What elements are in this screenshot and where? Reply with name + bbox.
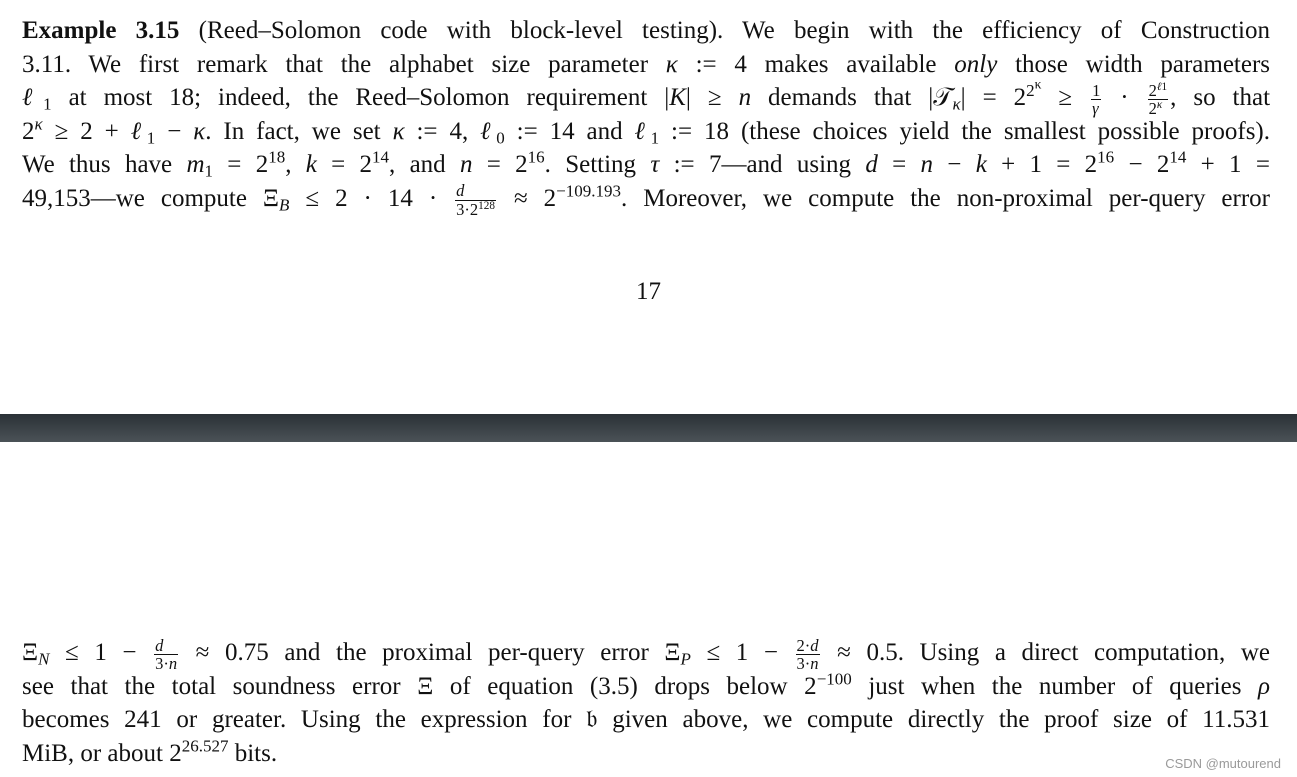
top-line-4: $2^\kappa \ge 2$ + ℓ$_1$ − κ. In fact, we set κ := 4, ℓ$_0$ := 14 and ℓ$_1$ := 18 (these choices yield the smallest possible proofs). bbox=[22, 114, 1270, 147]
watermark: CSDN @mutourend bbox=[1165, 756, 1281, 771]
bottom-line-3: becomes 241 or greater. Using the expression for 𝔟 given above, we compute directly the proof size of 11.531 bbox=[22, 706, 1270, 733]
page-number: 17 bbox=[636, 278, 661, 305]
fraction-d-3-2-128: $\frac{d}{3\cdot 2^{128}}$ bbox=[456, 181, 495, 219]
top-line-2: 3.11. We first remark that the alphabet size parameter κ := 4 makes available only those width parameters bbox=[22, 50, 1271, 78]
fraction-2d-3n: $\frac{2\cdot d}{3\cdot n}$ bbox=[796, 635, 819, 674]
bottom-line-2: see that the total soundness error Ξ of equation (3.5) drops below $2^{-100}$ just when the number of queries ρ bbox=[22, 669, 1271, 700]
top-line-5: We thus have $m_1 = 2^{18}$, $k = 2^{14}$, and $n = 2^{16}$. Setting τ := 7—and using $d = n - k + 1 = 2^{16} - 2^{14} + 1$ = bbox=[22, 147, 1270, 181]
bottom-paragraph bbox=[22, 636, 1270, 770]
example-heading: Example 3.15 bbox=[22, 17, 180, 44]
page-gap-divider bbox=[0, 414, 1297, 442]
fraction-2l1-2k: $\frac{2^{\ell 1}}{2^\kappa}$ bbox=[1148, 80, 1168, 119]
top-line-6: 49,153—we compute $\Xi_B \le 2 \cdot 14$ · $\frac{d}{3\cdot 2^{128}}$ ≈ $2^{-109.193}$. Moreover, we compute the non-proximal per-query error bbox=[22, 181, 1271, 219]
fraction-d-3n: $\frac{d}{3\cdot n}$ bbox=[155, 635, 178, 674]
bottom-line-1: $\Xi_N \le 1$ − $\frac{d}{3\cdot n}$ ≈ 0.75 and the proximal per-query error $\Xi_P \le 1$ − $\frac{2\cdot d}{3\cdot n}$ ≈ 0.5. Using a direct computation, we bbox=[22, 635, 1270, 674]
top-paragraph bbox=[22, 14, 1271, 219]
top-line-1: Example 3.15 (Reed–Solomon code with block-level testing). We begin with the efficiency of Construction bbox=[22, 17, 1271, 44]
top-line-3: ℓ$_1$ at most 18; indeed, the Reed–Solomon requirement |K| ≥ n demands that |𝒯$_\kappa$| = $2^{2^\kappa}$ ≥ $\frac{1}{\gamma}$ · $\frac{2^{\ell 1}}{2^\kappa}$ , so that bbox=[22, 76, 1271, 119]
bottom-line-4: MiB, or about $2^{26.527}$ bits. bbox=[22, 736, 278, 767]
fraction-1-gamma: $\frac{1}{\gamma}$ bbox=[1092, 80, 1101, 119]
